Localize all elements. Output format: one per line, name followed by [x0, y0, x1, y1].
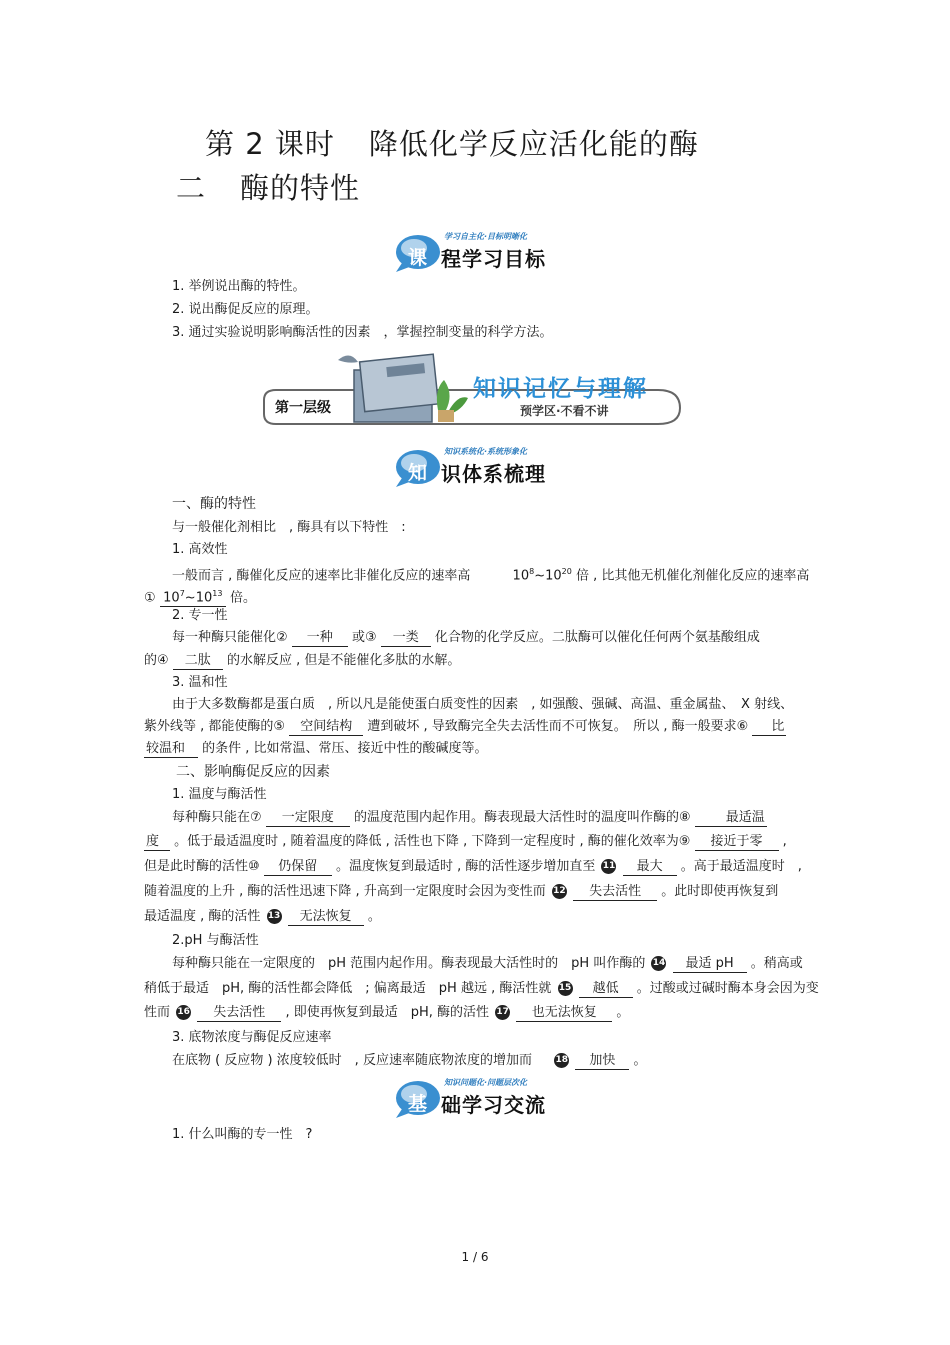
answer-blank: 比 — [752, 719, 786, 736]
goal-item: 1. 举例说出酶的特性。 — [172, 279, 306, 294]
paragraph: 度 。低于最适温度时 , 随着温度的降低 , 活性也下降 , 下降到一定程度时 , 酶的催化效率为⑨ 接近于零 , — [146, 834, 787, 849]
circled-number: 13 — [267, 909, 282, 924]
basic-banner — [0, 1074, 950, 1118]
subheading: 2.pH 与酶活性 — [172, 933, 259, 948]
circled-number: 16 — [176, 1005, 191, 1020]
paragraph: 每种酶只能在⑦ 一定限度 的温度范围内起作用。酶表现最大活性时的温度叫作酶的⑧ 最适温 — [172, 810, 765, 825]
paragraph: 每一种酶只能催化② 一种 或③ 一类 化合物的化学反应。二肽酶可以催化任何两个氨基酸组成 — [172, 630, 760, 645]
circled-number: 17 — [495, 1005, 510, 1020]
circled-number: 14 — [651, 956, 666, 971]
circled-number: 15 — [558, 981, 573, 996]
banner-slogan: 知识问题化·问题层次化 — [444, 1078, 528, 1087]
answer-blank: 空间结构 — [289, 719, 363, 736]
answer-blank: 二肽 — [173, 653, 223, 670]
lesson-name: 降低化学反应活化能的酶 — [368, 127, 699, 161]
paragraph: 在底物 ( 反应物 ) 浓度较低时 , 反应速率随底物浓度的增加而 18 加快 。 — [172, 1053, 647, 1068]
section-heading: 一、酶的特性 — [172, 496, 256, 512]
system-banner — [0, 443, 950, 487]
answer-blank: 越低 — [579, 981, 633, 998]
page-number: 1 / 6 — [461, 1250, 489, 1264]
answer-blank: 仍保留 — [264, 859, 332, 876]
circled-number: 18 — [554, 1053, 569, 1068]
banner-first-char: 知 — [408, 462, 429, 484]
section-number: 二 — [176, 171, 207, 205]
paragraph: 由于大多数酶都是蛋白质 , 所以凡是能使蛋白质变性的因素 , 如强酸、强碱、高温、重金属盐、 X 射线、 — [172, 697, 794, 712]
paragraph: 随着温度的上升 , 酶的活性迅速下降 , 升高到一定限度时会因为变性而 12 失去活性 。此时即使再恢复到 — [144, 884, 779, 899]
answer-blank: 失去活性 — [573, 884, 657, 901]
banner-slogan: 知识系统化·系统形象化 — [444, 447, 528, 456]
level-subtitle: 预学区·不看不讲 — [520, 404, 609, 418]
answer-blank: 最大 — [623, 859, 677, 876]
goals-banner — [0, 228, 950, 272]
answer-blank: 一种 — [292, 630, 348, 647]
answer-blank: 无法恢复 — [288, 909, 364, 926]
answer-blank: 一定限度 — [266, 810, 350, 827]
circled-number: 12 — [552, 884, 567, 899]
paragraph: 稍低于最适 pH, 酶的活性都会降低 ; 偏离最适 pH 越远 , 酶活性就 15 越低 。过酸或过碱时酶本身会因为变 — [144, 981, 819, 996]
paragraph: 紫外线等 , 都能使酶的⑤ 空间结构 遭到破坏 , 导致酶完全失去活性而不可恢复。 所以 , 酶一般要求⑥ 比 — [144, 719, 785, 734]
banner-title: 础学习交流 — [441, 1093, 546, 1117]
subheading: 1. 温度与酶活性 — [172, 787, 267, 802]
banner-first-char: 基 — [408, 1093, 429, 1115]
circled-number: 11 — [601, 859, 616, 874]
goal-item: 3. 通过实验说明影响酶活性的因素 ，掌握控制变量的科学方法。 — [172, 325, 553, 340]
paragraph: ① $10^7\sim 10^{13}$ 倍。 — [144, 586, 256, 607]
section-title — [176, 166, 360, 207]
section-heading: 二、影响酶促反应的因素 — [176, 764, 330, 780]
paragraph: 一般而言 , 酶催化反应的速率比非催化反应的速率高 $10^8\sim 10^{20}$ 倍 , 比其他无机催化剂催化反应的速率高 — [172, 567, 810, 584]
paragraph: 的④ 二肽 的水解反应 , 但是不能催化多肽的水解。 — [144, 653, 461, 668]
answer-blank: 接近于零 — [695, 834, 779, 851]
answer-blank: 最适 pH — [673, 956, 747, 973]
paragraph: 较温和 的条件 , 比如常温、常压、接近中性的酸碱度等。 — [146, 741, 488, 756]
subheading: 3. 底物浓度与酶促反应速率 — [172, 1030, 332, 1045]
paragraph: 最适温度 , 酶的活性 13 无法恢复 。 — [144, 909, 381, 924]
subheading: 2. 专一性 — [172, 608, 228, 623]
level-banner — [258, 350, 690, 436]
subheading: 1. 高效性 — [172, 542, 228, 557]
answer-blank: $10^7\sim 10^{13}$ — [160, 586, 226, 607]
level-title: 知识记忆与理解 — [473, 376, 648, 402]
answer-blank: 加快 — [575, 1053, 629, 1070]
banner-slogan: 学习自主化·目标明晰化 — [444, 232, 528, 241]
paragraph: 每种酶只能在一定限度的 pH 范围内起作用。酶表现最大活性时的 pH 叫作酶的 14 最适 pH 。稍高或 — [172, 956, 803, 971]
paragraph: 与一般催化剂相比 , 酶具有以下特性 : — [172, 520, 406, 535]
subheading: 3. 温和性 — [172, 675, 228, 690]
banner-title: 识体系梳理 — [441, 462, 546, 486]
question-item: 1. 什么叫酶的专一性 ? — [172, 1127, 313, 1142]
section-name: 酶的特性 — [240, 171, 361, 205]
answer-blank: 一类 — [381, 630, 431, 647]
banner-first-char: 课 — [408, 247, 429, 269]
answer-blank: 度 — [144, 834, 170, 851]
answer-blank: 失去活性 — [197, 1005, 281, 1022]
paragraph: 但是此时酶的活性⑩ 仍保留 。温度恢复到最适时 , 酶的活性逐步增加直至 11 最大 。高于最适温度时 , — [144, 859, 802, 874]
answer-blank: 也无法恢复 — [516, 1005, 612, 1022]
goal-item: 2. 说出酶促反应的原理。 — [172, 302, 319, 317]
answer-blank: 最适温 — [695, 810, 767, 827]
banner-title: 程学习目标 — [441, 247, 546, 271]
lesson-title — [205, 122, 699, 163]
level-label: 第一层级 — [275, 400, 331, 416]
paragraph: 性而 16 失去活性 , 即使再恢复到最适 pH, 酶的活性 17 也无法恢复 。 — [144, 1005, 630, 1020]
lesson-number: 第 2 课时 — [205, 127, 335, 161]
answer-blank: 较温和 — [144, 741, 198, 758]
